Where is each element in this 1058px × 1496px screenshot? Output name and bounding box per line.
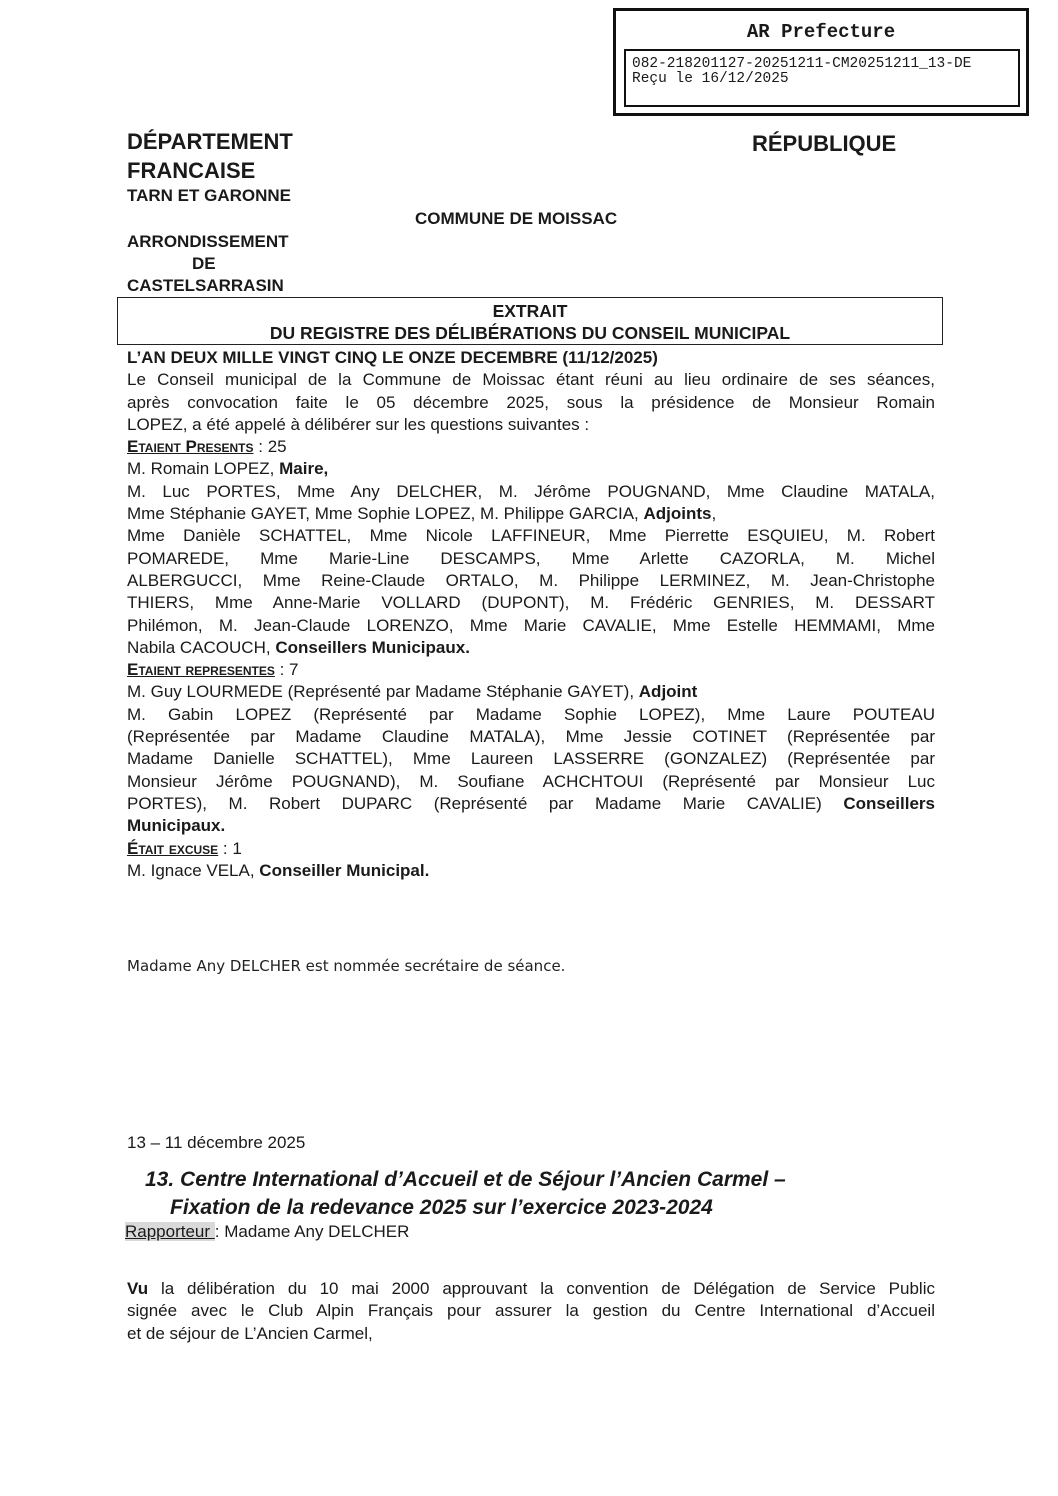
header-tarn-et-garonne: TARN ET GARONNE <box>127 186 292 205</box>
header-commune: COMMUNE DE MOISSAC <box>415 209 618 228</box>
excused-heading <box>127 838 935 860</box>
adjoints-line <box>127 503 935 525</box>
adjoints-line: M. Luc PORTES, Mme Any DELCHER, M. Jérôme POUGNAND, Mme Claudine MATALA, <box>127 481 935 501</box>
item-title-line1: 13. Centre International d’Accueil et de Séjour l’Ancien Carmel – <box>145 1168 786 1191</box>
intro-line: Le Conseil municipal de la Commune de Moissac étant réuni au lieu ordinaire de ses séances, <box>127 370 935 390</box>
vu-word: Vu <box>127 1279 149 1298</box>
maire-name: M. Romain LOPEZ, <box>127 459 280 479</box>
stamp-reference: 082-218201127-20251211-CM20251211_13-DE <box>632 56 972 72</box>
represented-count: : 7 <box>274 660 299 680</box>
item-title-line2: Fixation de la redevance 2025 sur l’exercice 2023-2024 <box>170 1196 713 1219</box>
excused-line <box>127 860 935 882</box>
header-castelsarrasin: CASTELSARRASIN <box>127 276 284 295</box>
maire-line <box>127 458 935 480</box>
excused-name: M. Ignace VELA, <box>127 860 260 880</box>
represented-adjoint-name: M. Guy LOURMEDE (Représenté par Madame Stéphanie GAYET), <box>127 682 639 702</box>
represented-line: (Représentée par Madame Claudine MATALA), Mme Jessie COTINET (Représentée par <box>127 727 935 747</box>
represented-line: Monsieur Jérôme POUGNAND), M. Soufiane ACHCHTOUI (Représenté par Monsieur Luc <box>127 771 935 791</box>
rapporteur-value: : Madame Any DELCHER <box>214 1222 410 1241</box>
secretaire-line: Madame Any DELCHER est nommée secrétaire de séance. <box>127 957 566 975</box>
adjoints-end: , <box>711 504 717 524</box>
maire-role: Maire, <box>279 459 329 479</box>
excused-count: : 1 <box>218 838 242 858</box>
vu-paragraph <box>127 1278 935 1345</box>
represented-line <box>127 793 935 815</box>
conseillers-names: Nabila CACOUCH, <box>127 637 276 657</box>
rapporteur-label: Rapporteur <box>125 1222 215 1241</box>
conseillers-role: Conseillers Municipaux. <box>275 637 470 657</box>
represented-role-end: Municipaux. <box>127 816 226 836</box>
item-reference: 13 – 11 décembre 2025 <box>127 1133 306 1152</box>
presents-label: Etaient Presents <box>127 437 254 457</box>
conseillers-line: Philémon, M. Jean-Claude LORENZO, Mme Marie CAVALIE, Mme Estelle HEMMAMI, Mme <box>127 615 935 635</box>
adjoints-names: Mme Stéphanie GAYET, Mme Sophie LOPEZ, M. Philippe GARCIA, <box>127 504 644 524</box>
represented-adjoint-role: Adjoint <box>638 682 698 702</box>
extrait-box <box>117 297 943 345</box>
stamp-received-date: Reçu le 16/12/2025 <box>632 71 789 87</box>
session-date: L’AN DEUX MILLE VINGT CINQ LE ONZE DECEMBRE (11/12/2025) <box>127 348 658 367</box>
conseillers-line <box>127 637 935 659</box>
represented-line: Madame Danielle SCHATTEL), Mme Laureen LASSERRE (GONZALEZ) (Représentée par <box>127 749 935 769</box>
conseillers-line: POMAREDE, Mme Marie-Line DESCAMPS, Mme Arlette CAZORLA, M. Michel <box>127 548 935 568</box>
intro-line: LOPEZ, a été appelé à délibérer sur les questions suivantes : <box>127 414 590 434</box>
conseillers-line: Mme Danièle SCHATTEL, Mme Nicole LAFFINEUR, Mme Pierrette ESQUIEU, M. Robert <box>127 526 935 546</box>
excused-label: Était excuse <box>127 838 219 858</box>
presents-heading <box>127 436 935 458</box>
extrait-subtitle: DU REGISTRE DES DÉLIBÉRATIONS DU CONSEIL MUNICIPAL <box>269 323 791 343</box>
represented-line: M. Gabin LOPEZ (Représenté par Madame Sophie LOPEZ), Mme Laure POUTEAU <box>127 704 935 724</box>
conseillers-line: ALBERGUCCI, Mme Reine-Claude ORTALO, M. Philippe LERMINEZ, M. Jean-Christophe <box>127 570 935 590</box>
vu-text: la délibération du 10 mai 2000 approuvant la convention de Délégation de Service Public <box>148 1279 935 1298</box>
represented-names: PORTES), M. Robert DUPARC (Représenté par Madame Marie CAVALIE) <box>127 793 844 813</box>
vu-line: et de séjour de L’Ancien Carmel, <box>127 1323 373 1343</box>
vu-line: signée avec le Club Alpin Français pour assurer la gestion du Centre International d’Accueil <box>127 1301 935 1321</box>
adjoints-role: Adjoints <box>643 504 712 524</box>
session-block <box>127 347 935 882</box>
presents-count: : 25 <box>253 437 287 457</box>
ar-prefecture-stamp <box>613 8 1029 116</box>
stamp-details <box>624 49 1020 107</box>
stamp-title: AR Prefecture <box>746 21 896 43</box>
header-departement: DÉPARTEMENT <box>127 129 293 154</box>
represented-role: Conseillers <box>843 793 935 813</box>
header-arrondissement-de: DE <box>192 254 216 273</box>
header-francaise: FRANCAISE <box>127 158 256 183</box>
extrait-title: EXTRAIT <box>492 301 568 321</box>
conseillers-line: THIERS, Mme Anne-Marie VOLLARD (DUPONT), M. Frédéric GENRIES, M. DESSART <box>127 593 935 613</box>
rapporteur-line <box>125 1222 409 1242</box>
vu-line <box>127 1278 935 1300</box>
represented-adjoint-line <box>127 681 935 703</box>
excused-role: Conseiller Municipal. <box>259 860 430 880</box>
represented-label: Etaient representes <box>127 660 275 680</box>
intro-line: après convocation faite le 05 décembre 2025, sous la présidence de Monsieur Romain <box>127 392 935 412</box>
represented-heading <box>127 659 935 681</box>
header-republique: RÉPUBLIQUE <box>752 131 897 156</box>
header-arrondissement: ARRONDISSEMENT <box>127 232 289 251</box>
